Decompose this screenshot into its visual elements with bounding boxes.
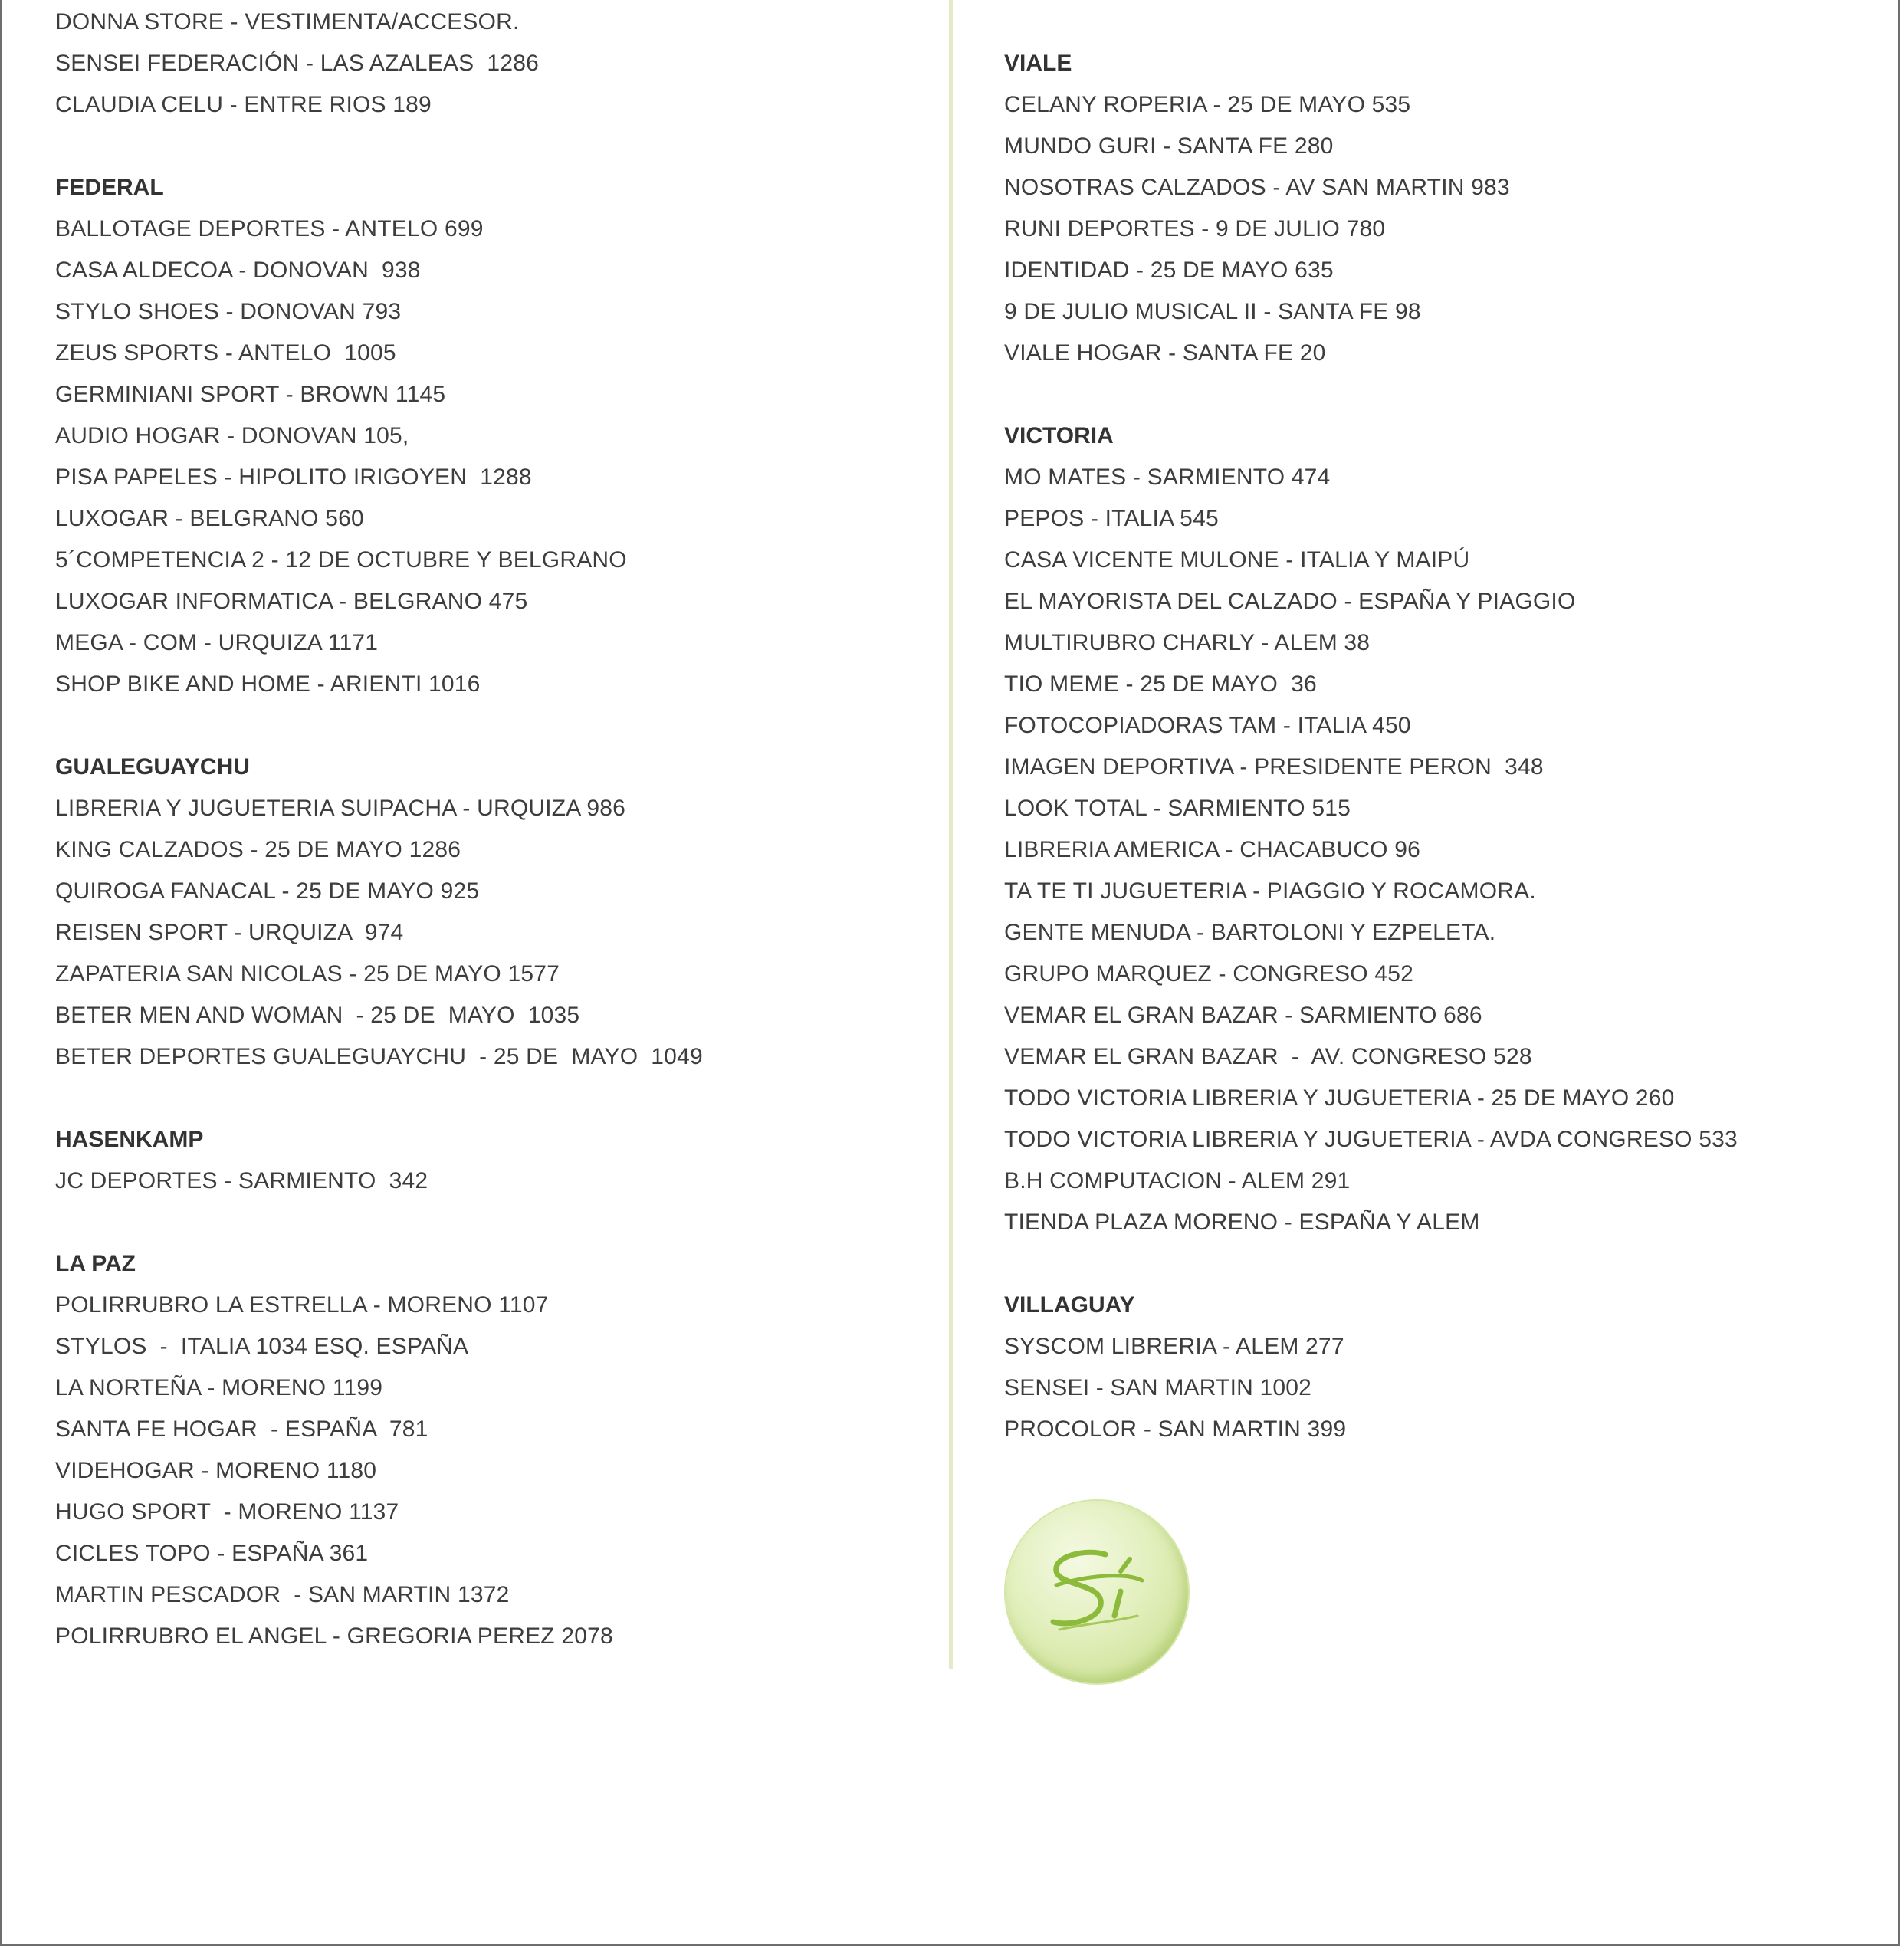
list-item: KING CALZADOS - 25 DE MAYO 1286 [55, 837, 461, 862]
section-title-la-paz: LA PAZ [55, 1251, 136, 1276]
list-item: TIENDA PLAZA MORENO - ESPAÑA Y ALEM [1004, 1210, 1480, 1235]
list-item: VIDEHOGAR - MORENO 1180 [55, 1458, 377, 1483]
list-item: PEPOS - ITALIA 545 [1004, 506, 1219, 531]
list-item: SENSEI FEDERACIÓN - LAS AZALEAS 1286 [55, 51, 539, 76]
list-item: POLIRRUBRO EL ANGEL - GREGORIA PEREZ 2078 [55, 1623, 613, 1649]
section-title-gualeguaychu: GUALEGUAYCHU [55, 754, 250, 780]
list-item: NOSOTRAS CALZADOS - AV SAN MARTIN 983 [1004, 175, 1510, 200]
list-item: MARTIN PESCADOR - SAN MARTIN 1372 [55, 1582, 510, 1607]
list-item: CASA ALDECOA - DONOVAN 938 [55, 258, 421, 283]
list-item: VIALE HOGAR - SANTA FE 20 [1004, 340, 1326, 366]
section-title-villaguay: VILLAGUAY [1004, 1292, 1135, 1318]
list-item: CICLES TOPO - ESPAÑA 361 [55, 1541, 369, 1566]
list-item: TODO VICTORIA LIBRERIA Y JUGUETERIA - AVDA CONGRESO 533 [1004, 1127, 1738, 1152]
list-item: B.H COMPUTACION - ALEM 291 [1004, 1168, 1351, 1193]
list-item: MEGA - COM - URQUIZA 1171 [55, 630, 379, 655]
list-item: LIBRERIA AMERICA - CHACABUCO 96 [1004, 837, 1421, 862]
si-logo-mark [1006, 1501, 1188, 1683]
list-item: SHOP BIKE AND HOME - ARIENTI 1016 [55, 671, 481, 697]
column-divider [949, 0, 953, 1669]
list-item: BALLOTAGE DEPORTES - ANTELO 699 [55, 216, 484, 241]
list-item: GRUPO MARQUEZ - CONGRESO 452 [1004, 961, 1414, 986]
list-item: VEMAR EL GRAN BAZAR - SARMIENTO 686 [1004, 1003, 1482, 1028]
section-title-victoria: VICTORIA [1004, 423, 1114, 448]
list-item: IMAGEN DEPORTIVA - PRESIDENTE PERON 348 [1004, 754, 1544, 780]
list-item: STYLOS - ITALIA 1034 ESQ. ESPAÑA [55, 1334, 469, 1359]
si-logo-icon [1006, 1501, 1188, 1683]
list-item: EL MAYORISTA DEL CALZADO - ESPAÑA Y PIAGGIO [1004, 589, 1576, 614]
list-item: LIBRERIA Y JUGUETERIA SUIPACHA - URQUIZA 986 [55, 796, 626, 821]
list-item: MULTIRUBRO CHARLY - ALEM 38 [1004, 630, 1371, 655]
list-item: AUDIO HOGAR - DONOVAN 105, [55, 423, 409, 448]
list-item: LUXOGAR - BELGRANO 560 [55, 506, 364, 531]
list-item: 5´COMPETENCIA 2 - 12 DE OCTUBRE Y BELGRANO [55, 547, 627, 573]
list-item: IDENTIDAD - 25 DE MAYO 635 [1004, 258, 1334, 283]
list-item: DONNA STORE - VESTIMENTA/ACCESOR. [55, 9, 520, 34]
list-item: PISA PAPELES - HIPOLITO IRIGOYEN 1288 [55, 465, 532, 490]
list-item: STYLO SHOES - DONOVAN 793 [55, 299, 402, 324]
list-item: CLAUDIA CELU - ENTRE RIOS 189 [55, 92, 432, 117]
list-item: BETER DEPORTES GUALEGUAYCHU - 25 DE MAYO 1049 [55, 1044, 703, 1069]
list-item: VEMAR EL GRAN BAZAR - AV. CONGRESO 528 [1004, 1044, 1532, 1069]
list-item: POLIRRUBRO LA ESTRELLA - MORENO 1107 [55, 1292, 549, 1318]
list-item: ZAPATERIA SAN NICOLAS - 25 DE MAYO 1577 [55, 961, 560, 986]
list-item: 9 DE JULIO MUSICAL II - SANTA FE 98 [1004, 299, 1421, 324]
list-item: GENTE MENUDA - BARTOLONI Y EZPELETA. [1004, 920, 1496, 945]
list-item: QUIROGA FANACAL - 25 DE MAYO 925 [55, 878, 480, 904]
list-item: GERMINIANI SPORT - BROWN 1145 [55, 382, 446, 407]
list-item: FOTOCOPIADORAS TAM - ITALIA 450 [1004, 713, 1411, 738]
section-title-hasenkamp: HASENKAMP [55, 1127, 204, 1152]
list-item: MUNDO GURI - SANTA FE 280 [1004, 133, 1334, 159]
list-item: PROCOLOR - SAN MARTIN 399 [1004, 1417, 1347, 1442]
list-item: RUNI DEPORTES - 9 DE JULIO 780 [1004, 216, 1386, 241]
list-item: BETER MEN AND WOMAN - 25 DE MAYO 1035 [55, 1003, 580, 1028]
list-item: SANTA FE HOGAR - ESPAÑA 781 [55, 1417, 428, 1442]
list-item: TODO VICTORIA LIBRERIA Y JUGUETERIA - 25 DE MAYO 260 [1004, 1085, 1675, 1111]
list-item: REISEN SPORT - URQUIZA 974 [55, 920, 404, 945]
list-item: LOOK TOTAL - SARMIENTO 515 [1004, 796, 1351, 821]
list-item: LUXOGAR INFORMATICA - BELGRANO 475 [55, 589, 528, 614]
list-item: SENSEI - SAN MARTIN 1002 [1004, 1375, 1312, 1400]
list-item: MO MATES - SARMIENTO 474 [1004, 465, 1331, 490]
section-title-federal: FEDERAL [55, 175, 164, 200]
list-item: ZEUS SPORTS - ANTELO 1005 [55, 340, 396, 366]
list-item: LA NORTEÑA - MORENO 1199 [55, 1375, 383, 1400]
list-item: TA TE TI JUGUETERIA - PIAGGIO Y ROCAMORA. [1004, 878, 1536, 904]
list-item: HUGO SPORT - MORENO 1137 [55, 1499, 399, 1525]
list-item: JC DEPORTES - SARMIENTO 342 [55, 1168, 428, 1193]
list-item: CELANY ROPERIA - 25 DE MAYO 535 [1004, 92, 1411, 117]
section-title-viale: VIALE [1004, 51, 1072, 76]
list-item: SYSCOM LIBRERIA - ALEM 277 [1004, 1334, 1344, 1359]
list-item: TIO MEME - 25 DE MAYO 36 [1004, 671, 1317, 697]
list-item: CASA VICENTE MULONE - ITALIA Y MAIPÚ [1004, 547, 1470, 573]
